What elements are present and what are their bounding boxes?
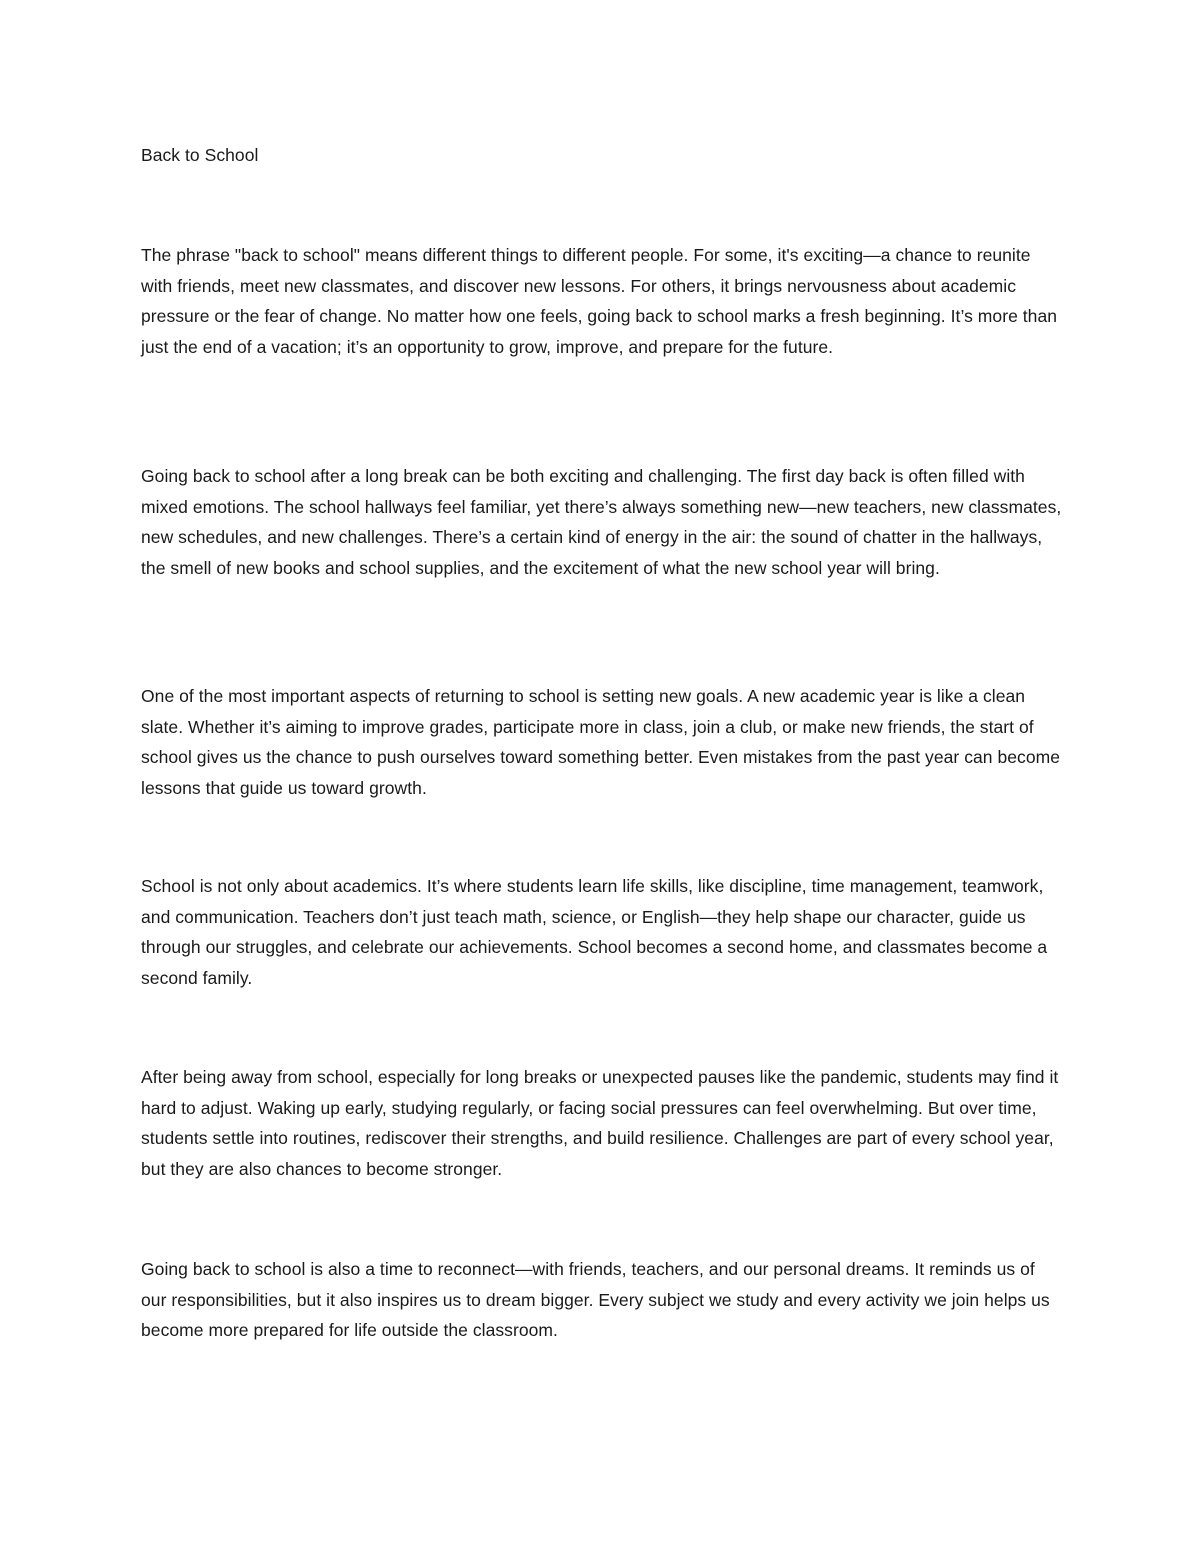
paragraph: One of the most important aspects of returning to school is setting new goals. A new academic year is like a clean slate. Whether it’s aiming to improve grades, participate more in class, join a club, or make new friends, the start of school gives us the chance to push ourselves toward something better. Even mistakes from the past year can become lessons that guide us toward growth. xyxy=(141,686,1061,798)
document-body xyxy=(141,140,1063,1340)
paragraph: School is not only about academics. It’s where students learn life skills, like discipline, time management, teamwork, and communication. Teachers don’t just teach math, science, or English—they help shape our character, guide us through our struggles, and celebrate our achievements. School becomes a second home, and classmates become a second family. xyxy=(141,876,1048,988)
paragraph: Going back to school is also a time to reconnect—with friends, teachers, and our personal dreams. It reminds us of our responsibilities, but it also inspires us to dream bigger. Every subject we study and every activity we join helps us become more prepared for life outside the classroom. xyxy=(141,1259,1050,1340)
paragraph: The phrase "back to school" means different things to different people. For some, it's exciting—a chance to reunite with friends, meet new classmates, and discover new lessons. For others, it brings nervousness about academic pressure or the fear of change. No matter how one feels, going back to school marks a fresh beginning. It’s more than just the end of a vacation; it’s an opportunity to grow, improve, and prepare for the future. xyxy=(141,245,1058,357)
paragraph: Going back to school after a long break can be both exciting and challenging. The first day back is often filled with mixed emotions. The school hallways feel familiar, yet there’s always something new—new teachers, new classmates, new schedules, and new challenges. There’s a certain kind of energy in the air: the sound of chatter in the hallways, the smell of new books and school supplies, and the excitement of what the new school year will bring. xyxy=(141,466,1062,578)
paragraph: After being away from school, especially for long breaks or unexpected pauses like the pandemic, students may find it hard to adjust. Waking up early, studying regularly, or facing social pressures can feel overwhelming. But over time, students settle into routines, rediscover their strengths, and build resilience. Challenges are part of every school year, but they are also chances to become stronger. xyxy=(141,1067,1059,1179)
document-title: Back to School xyxy=(141,145,259,165)
